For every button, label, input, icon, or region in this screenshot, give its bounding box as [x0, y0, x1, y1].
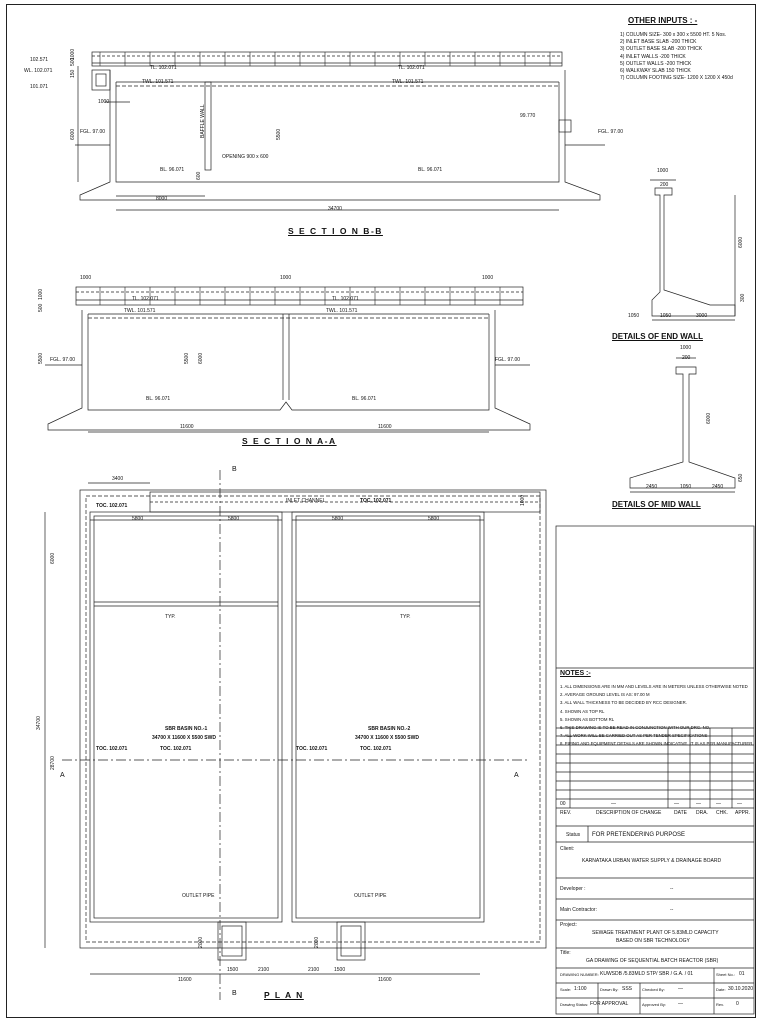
section-marker-a: A	[60, 772, 65, 779]
drawing-number-value: KUWSDB /5.83MLD STP/ SBR / G.A. / 01	[600, 971, 694, 977]
dimension-label: 5800	[332, 516, 344, 522]
tl-label: TL. 102.071	[132, 296, 159, 302]
twl-label: TWL. 101.571	[124, 308, 156, 314]
dimension-label: 5800	[228, 516, 240, 522]
dimension-label: 6000	[738, 236, 744, 248]
sheet-label: Sheet No.:	[716, 972, 735, 977]
toc-label: TOC. 102.071	[360, 746, 392, 752]
note-item: 3. ALL WALL THICKNESS TO BE DECIDED BY RCC DESIGNER.	[560, 700, 687, 706]
dimension-label: 500	[70, 57, 76, 66]
approved-by-label: Approved By:	[642, 1002, 667, 1007]
dimension-label: 1500	[227, 967, 239, 973]
note-item: 2. AVERAGE GROUND LEVEL IS AS: 97.00 M	[560, 692, 650, 698]
toc-label: TOC. 102.071	[96, 503, 128, 509]
drawing-status-value: FOR APPROVAL	[590, 1001, 629, 1007]
dimension-label: 1000	[38, 288, 44, 300]
contractor-value: --	[670, 907, 674, 913]
level-label: 101.071	[30, 84, 49, 90]
dimension-label: 5500	[184, 352, 190, 364]
dimension-label: 1000	[482, 275, 494, 281]
dimension-label: 300	[740, 293, 746, 302]
dimension-label: 2450	[712, 484, 724, 490]
status-value: FOR PRETENDERING PURPOSE	[592, 832, 686, 838]
toc-label: TOC. 102.071	[96, 746, 128, 752]
twl-label: TWL. 101.571	[392, 79, 424, 85]
outlet-pipe-label: OUTLET PIPE	[354, 893, 387, 899]
col-date: DATE	[674, 810, 687, 816]
dimension-label: 1050	[680, 484, 692, 490]
other-input-item: 3) OUTLET BASE SLAB -200 THICK	[620, 46, 703, 53]
fgl-label: FGL. 97.00	[495, 357, 521, 363]
other-inputs-heading: OTHER INPUTS : -	[628, 16, 698, 25]
dimension-label: 8000	[156, 196, 168, 202]
tl-label: TL. 102.071	[398, 65, 425, 71]
dimension-label: 1000	[680, 345, 692, 351]
fgl-label: FGL. 97.00	[80, 129, 106, 135]
developer-label: Developer :	[560, 886, 586, 892]
dimension-label: 11600	[378, 977, 392, 983]
section-aa-title: S E C T I O N A-A	[242, 436, 337, 446]
dimension-label: 200	[682, 355, 691, 361]
dimension-label: 5500	[38, 352, 44, 364]
fgl-label: FGL. 97.00	[50, 357, 76, 363]
section-bb-title: S E C T I O N B-B	[288, 226, 383, 236]
dimension-label: 1050	[660, 313, 672, 319]
dimension-label: 6000	[198, 352, 204, 364]
client-value: KARNATAKA URBAN WATER SUPPLY & DRAINAGE BOARD	[582, 858, 722, 864]
dimension-label: 200	[660, 182, 669, 188]
toc-label: TOC. 102.071	[296, 746, 328, 752]
title-block	[556, 526, 754, 1014]
rev-checked: —	[716, 801, 721, 807]
dimension-label: 2100	[258, 967, 270, 973]
dimension-label: 5800	[428, 516, 440, 522]
bl-label: BL. 96.071	[418, 167, 443, 173]
note-item: 8. PIPING AND EQUIPMENT DETAILS ARE SHOWN INDICATIVE. IT IS AS PER MANUFACTURER	[560, 741, 753, 747]
mid-wall-title: DETAILS OF MID WALL	[612, 500, 701, 509]
dimension-label: 1000	[280, 275, 292, 281]
dimension-label: 6000	[50, 552, 56, 564]
baffle-wall-label: BAFFLE WALL	[200, 104, 206, 138]
plan-title: P L A N	[264, 990, 304, 1000]
col-description: DESCRIPTION OF CHANGE	[596, 810, 662, 816]
rev-value: 0	[736, 1001, 739, 1007]
date-value: 30.10.2020	[728, 986, 754, 992]
dimension-label: 5500	[276, 128, 282, 140]
level-label: 102.571	[30, 57, 49, 63]
dimension-label: 34700	[36, 716, 42, 730]
rev-approved: —	[737, 801, 742, 807]
col-appr: APPR.	[735, 810, 751, 816]
tl-label: TL. 102.071	[332, 296, 359, 302]
project-line-2: BASED ON SBR TECHNOLOGY	[616, 938, 690, 944]
checked-by-value: —	[678, 986, 683, 992]
dimension-label: 34700	[328, 206, 342, 212]
dimension-label: 1000	[80, 275, 92, 281]
title-value: GA DRAWING OF SEQUENTIAL BATCH REACTOR (SBR)	[586, 958, 719, 964]
section-marker-b: B	[232, 466, 237, 473]
tl-label: TL. 102.071	[150, 65, 177, 71]
dimension-label: 2100	[308, 967, 320, 973]
note-item: 1. ALL DIMENSIONS ARE IN MM AND LEVELS ARE IN METERS UNLESS OTHERWISE NOTED	[560, 684, 748, 689]
typ-label: TYP.	[165, 614, 176, 620]
dimension-label: 1000	[520, 494, 526, 506]
project-label: Project:	[560, 922, 577, 928]
note-item: 6. THIS DRAWING IS TO BE READ IN CONJUNCTION WITH OUR DRG. NO.	[560, 725, 711, 731]
section-marker-b: B	[232, 990, 237, 997]
project-line-1: SEWAGE TREATMENT PLANT OF 5.83MLD CAPACITY	[592, 930, 719, 936]
rev-description: —	[611, 801, 616, 807]
typ-label: TYP.	[400, 614, 411, 620]
dimension-label: 3400	[112, 476, 124, 482]
drawing-status-label: Drawing Status:	[560, 1002, 589, 1007]
other-input-item: 6) WALKWAY SLAB 150 THICK	[620, 68, 691, 75]
client-label: Client:	[560, 846, 575, 852]
dimension-label: 5800	[132, 516, 144, 522]
other-input-item: 2) INLET BASE SLAB -200 THICK	[620, 39, 697, 46]
approved-by-value: —	[678, 1001, 683, 1007]
title-label: Title:	[560, 950, 571, 956]
rev-label: Rev.	[716, 1002, 724, 1007]
dimension-label: 11600	[180, 424, 194, 430]
rev-number: 00	[560, 801, 566, 807]
basin-size: 34700 X 11600 X 5500 SWD	[152, 735, 216, 741]
other-input-item: 1) COLUMN SIZE- 300 x 300 x 5500 HT. 5 Nos.	[620, 32, 727, 38]
dimension-label: 28700	[50, 756, 56, 770]
col-chk: CHK.	[716, 810, 728, 816]
basin-name: SBR BASIN NO.-2	[368, 726, 411, 732]
bl-label: BL. 96.071	[352, 396, 377, 402]
toc-label: TOC. 102.071	[360, 498, 392, 504]
status-label: Status	[566, 832, 581, 838]
note-item: 7. ALL WORK WILL BE CARRIED OUT AS PER TENDER SPECIFICATIONS	[560, 733, 708, 739]
outlet-pipe-label: OUTLET PIPE	[182, 893, 215, 899]
developer-value: --	[670, 886, 674, 892]
dimension-label: 1000	[98, 99, 110, 105]
dimension-label: 1500	[334, 967, 346, 973]
contractor-label: Main Contractor:	[560, 907, 597, 913]
opening-label: OPENING 900 x 600	[222, 154, 269, 160]
inlet-channel-label: INLET CHANNEL	[286, 498, 326, 504]
dimension-label: 3000	[696, 313, 708, 319]
drawing-number-label: DRAWING NUMBER:	[560, 972, 599, 977]
rev-date: —	[674, 801, 679, 807]
fgl-label: FGL. 97.00	[598, 129, 624, 135]
rev-drawn: —	[696, 801, 701, 807]
dimension-label: 600	[196, 171, 202, 180]
dimension-label: 2000	[314, 936, 320, 948]
dimension-label: 2450	[646, 484, 658, 490]
twl-label: TWL. 101.571	[326, 308, 358, 314]
dimension-label: 150	[70, 69, 76, 78]
dimension-label: 11600	[178, 977, 192, 983]
level-label: 99.770	[520, 113, 536, 119]
notes-heading: NOTES :-	[560, 670, 591, 677]
dimension-label: 2000	[198, 936, 204, 948]
section-marker-a: A	[514, 772, 519, 779]
basin-name: SBR BASIN NO.-1	[165, 726, 208, 732]
basin-size: 34700 X 11600 X 5500 SWD	[355, 735, 419, 741]
dimension-label: 500	[38, 303, 44, 312]
dimension-label: 6000	[706, 412, 712, 424]
bl-label: BL. 96.071	[160, 167, 185, 173]
toc-label: TOC. 102.071	[160, 746, 192, 752]
date-label: Date:	[716, 987, 726, 992]
col-rev: REV.	[560, 810, 572, 816]
col-dra: DRA.	[696, 810, 708, 816]
scale-value: 1:100	[574, 986, 587, 992]
checked-by-label: Checked By:	[642, 987, 665, 992]
dimension-label: 1050	[628, 313, 640, 319]
dimension-label: 1000	[70, 48, 76, 60]
level-label: WL. 102.071	[24, 68, 53, 74]
other-input-item: 7) COLUMN FOOTING SIZE- 1200 X 1200 X 450d	[620, 75, 733, 82]
note-item: 4. SHOWN AS TOP RL	[560, 708, 605, 714]
dimension-label: 6000	[70, 128, 76, 140]
sheet-value: 01	[739, 971, 745, 977]
drawn-by-value: SSS	[622, 986, 633, 992]
bl-label: BL. 96.071	[146, 396, 171, 402]
other-input-item: 5) OUTLET WALLS -200 THICK	[620, 60, 692, 67]
scale-label: Scale:	[560, 987, 572, 992]
other-inputs-list	[620, 32, 733, 82]
dimension-label: 650	[738, 473, 744, 482]
twl-label: TWL. 101.571	[142, 79, 174, 85]
note-item: 5. SHOWN AS BOTTOM RL	[560, 716, 615, 722]
dimension-label: 1000	[657, 168, 669, 174]
end-wall-title: DETAILS OF END WALL	[612, 332, 703, 341]
dimension-label: 11600	[378, 424, 392, 430]
other-input-item: 4) INLET WALLS -200 THICK	[620, 53, 686, 60]
drawn-by-label: Drawn By:	[600, 987, 619, 992]
